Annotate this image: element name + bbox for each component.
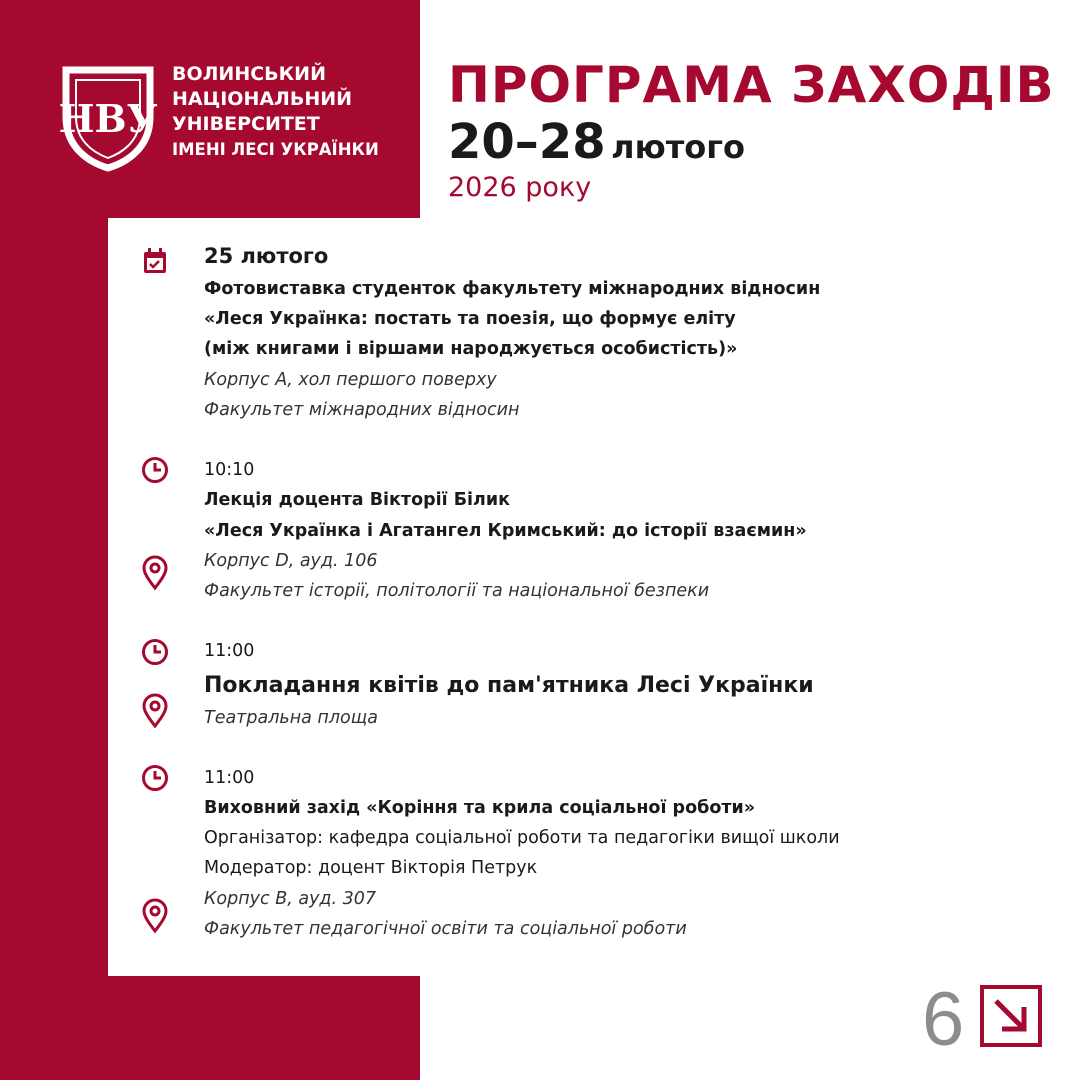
event-title: «Леся Українка: постать та поезія, що формує еліту bbox=[204, 309, 736, 329]
event-date: 25 лютого bbox=[204, 244, 329, 268]
event-title: (між книгами і віршами народжується особистість)» bbox=[204, 339, 738, 359]
page-number: 6 bbox=[922, 977, 965, 1062]
svg-text:НВУ: НВУ bbox=[58, 96, 158, 141]
event-time: 11:00 bbox=[204, 768, 255, 788]
page-title: ПРОГРАМА ЗАХОДІВ bbox=[448, 56, 1055, 114]
clock-icon bbox=[140, 455, 170, 485]
date-numbers: 20–28 bbox=[448, 114, 606, 170]
event-title: «Леся Українка і Агатангел Кримський: до історії взаємин» bbox=[204, 521, 807, 541]
university-logo bbox=[58, 62, 158, 172]
event-moderator: Модератор: доцент Вікторія Петрук bbox=[204, 858, 538, 878]
event-time: 11:00 bbox=[204, 641, 255, 661]
location-pin-icon bbox=[140, 693, 170, 729]
event-title: Виховний захід «Коріння та крила соціальної роботи» bbox=[204, 798, 756, 818]
uni-line: ВОЛИНСЬКИЙ bbox=[172, 63, 326, 85]
clock-icon bbox=[140, 637, 170, 667]
event-title: Фотовиставка студенток факультету міжнародних відносин bbox=[204, 279, 821, 299]
date-range bbox=[448, 114, 745, 170]
event-organizer: Організатор: кафедра соціальної роботи та педагогіки вищої школи bbox=[204, 828, 840, 848]
calendar-check-icon bbox=[140, 246, 170, 276]
location-pin-icon bbox=[140, 555, 170, 591]
event-faculty: Факультет міжнародних відносин bbox=[204, 400, 520, 420]
event-place: Корпус В, ауд. 307 bbox=[204, 889, 377, 909]
location-pin-icon bbox=[140, 898, 170, 934]
uni-line: НАЦІОНАЛЬНИЙ bbox=[172, 88, 353, 110]
event-place: Корпус А, хол першого поверху bbox=[204, 370, 497, 390]
clock-icon bbox=[140, 763, 170, 793]
uni-line: УНІВЕРСИТЕТ bbox=[172, 113, 320, 135]
event-title: Покладання квітів до пам'ятника Лесі Українки bbox=[204, 673, 814, 698]
year: 2026 року bbox=[448, 172, 592, 203]
university-name bbox=[172, 62, 379, 162]
next-arrow-icon[interactable] bbox=[980, 985, 1042, 1047]
event-place: Корпус D, ауд. 106 bbox=[204, 551, 378, 571]
event-place: Театральна площа bbox=[204, 708, 378, 728]
uni-line: ІМЕНІ ЛЕСІ УКРАЇНКИ bbox=[172, 140, 379, 159]
event-time: 10:10 bbox=[204, 460, 255, 480]
event-faculty: Факультет історії, політології та національної безпеки bbox=[204, 581, 710, 601]
date-month: лютого bbox=[611, 128, 745, 166]
event-faculty: Факультет педагогічної освіти та соціальної роботи bbox=[204, 919, 687, 939]
event-title: Лекція доцента Вікторії Білик bbox=[204, 490, 511, 510]
